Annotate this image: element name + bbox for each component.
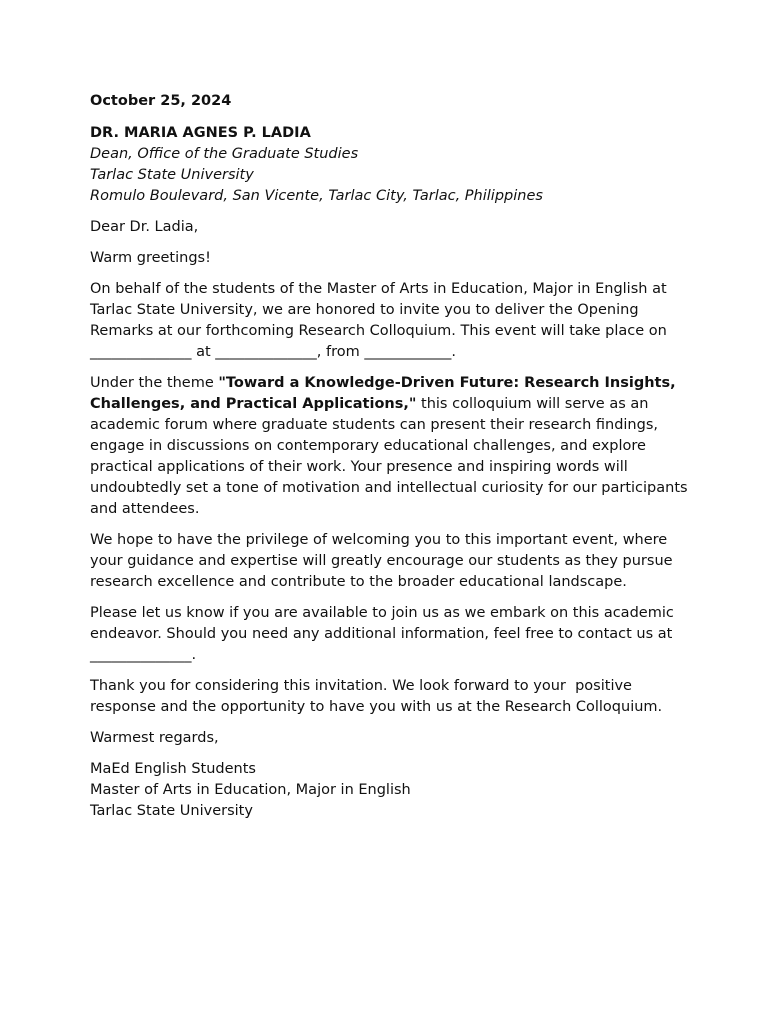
paragraph-availability-text: Please let us know if you are available to join us as we embark on this academic endeavor. Should you need any additional information, feel free to contact us at <box>90 605 674 642</box>
from-text: , from <box>316 344 360 360</box>
signature-line-1: MaEd English Students <box>90 761 256 777</box>
paragraph-invitation-text: On behalf of the students of the Master of Arts in Education, Major in English at Tarlac State University, we are honored to invite you to deliver the Opening Remarks at our forthcoming Research Colloquium. This event will take place on <box>90 281 667 339</box>
theme-title: "Toward a Knowledge-Driven Future: Research Insights, Challenges, and Practical Applications," <box>90 375 676 412</box>
paragraph-invitation-end: . <box>451 344 456 360</box>
signature-line-3: Tarlac State University <box>90 803 253 819</box>
paragraph-availability <box>90 603 690 666</box>
salutation: Dear Dr. Ladia, <box>90 219 199 235</box>
recipient-address: Romulo Boulevard, San Vicente, Tarlac City, Tarlac, Philippines <box>90 188 543 204</box>
time-blank: ____________ <box>364 344 452 360</box>
paragraph-hope: We hope to have the privilege of welcoming you to this important event, where your guidance and expertise will greatly encourage our students as they pursue research excellence and contribute to the broader educational landscape. <box>90 532 673 590</box>
recipient-block <box>90 123 690 207</box>
signature-block <box>90 759 690 822</box>
letter-document <box>90 91 690 832</box>
paragraph-availability-end: . <box>191 647 197 663</box>
venue-blank: ______________ <box>215 344 317 360</box>
paragraph-theme <box>90 373 690 520</box>
recipient-name: DR. MARIA AGNES P. LADIA <box>90 125 311 141</box>
closing: Warmest regards, <box>90 730 219 746</box>
at-text: at <box>196 344 211 360</box>
greeting: Warm greetings! <box>90 250 211 266</box>
paragraph-invitation <box>90 279 690 363</box>
theme-lead: Under the theme <box>90 375 219 391</box>
paragraph-thanks: Thank you for considering this invitation. We look forward to your positive response and the opportunity to have you with us at the Research Colloquium. <box>90 678 663 715</box>
contact-blank: ______________ <box>90 647 192 663</box>
recipient-title: Dean, Office of the Graduate Studies <box>90 146 359 162</box>
signature-line-2: Master of Arts in Education, Major in English <box>90 782 411 798</box>
letter-date: October 25, 2024 <box>90 93 232 109</box>
recipient-institution: Tarlac State University <box>90 167 254 183</box>
date-blank: ______________ <box>90 344 192 360</box>
theme-rest: this colloquium will serve as an academic forum where graduate students can present their research findings, engage in discussions on contemporary educational challenges, and explore practical applications of their work. Your presence and inspiring words will undoubtedly set a tone of motivation and intellectual curiosity for our participants and attendees. <box>90 396 688 517</box>
